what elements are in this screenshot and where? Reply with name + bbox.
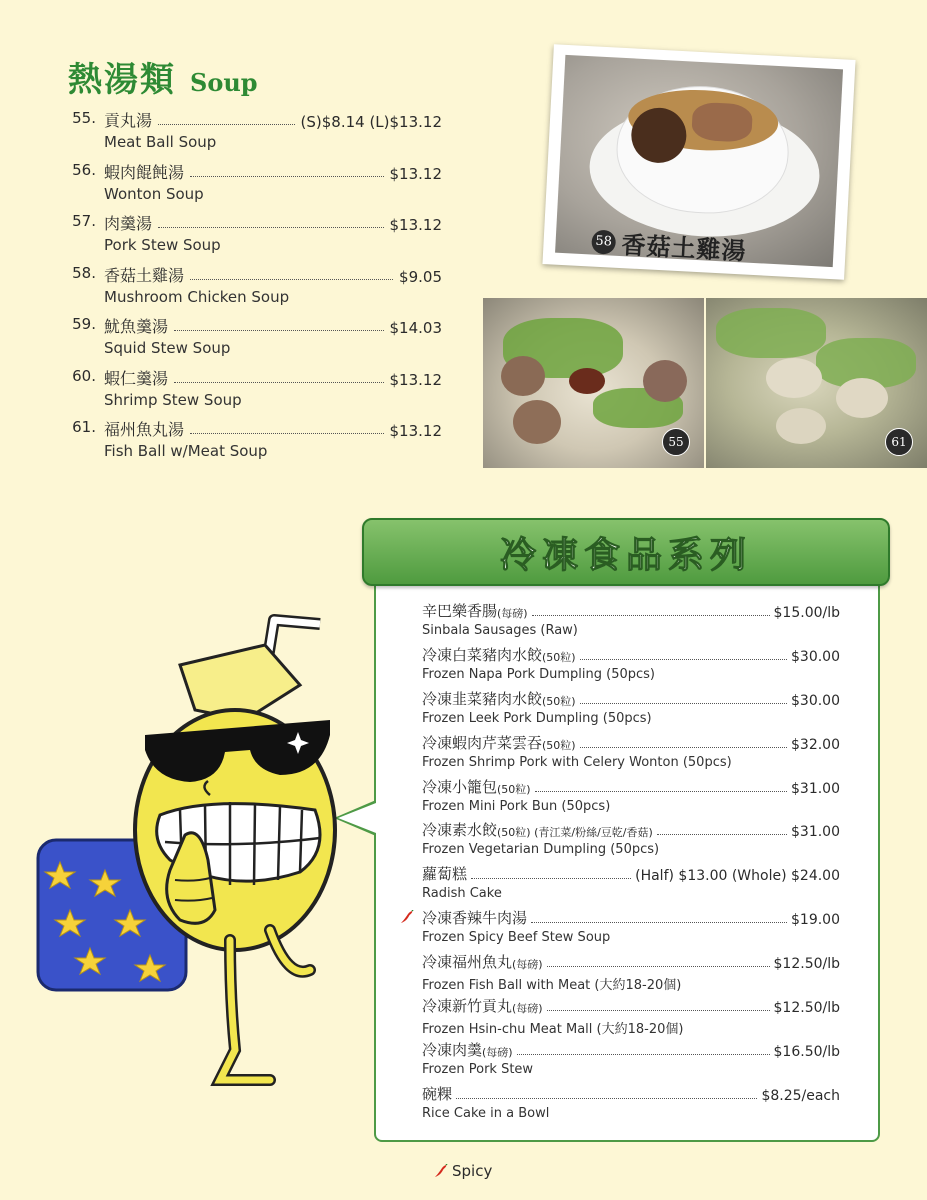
item-note: (50粒) (青江菜/粉絲/豆乾/香菇): [497, 826, 653, 840]
menu-item: [422, 1083, 840, 1127]
item-price: $19.00: [791, 912, 840, 929]
item-name-en: Frozen Fish Ball with Meat (大約18-20個): [422, 978, 682, 994]
fish-ball-soup-image: [706, 298, 927, 468]
menu-item: [422, 688, 840, 732]
menu-item: [422, 863, 840, 907]
item-note: (每磅): [497, 607, 528, 620]
item-name-zh: 碗粿: [422, 1084, 453, 1103]
item-name-zh: 香菇土雞湯: [104, 265, 185, 285]
item-price: $8.25/each: [761, 1087, 840, 1104]
item-price: $13.12: [389, 370, 442, 389]
item-name-en: Squid Stew Soup: [104, 339, 231, 357]
item-name-en: Frozen Napa Pork Dumpling (50pcs): [422, 666, 655, 682]
item-number: 57.: [72, 212, 96, 230]
item-price: $12.50/lb: [773, 1000, 840, 1017]
menu-item: [60, 160, 442, 212]
frozen-list: [422, 600, 840, 1127]
item-number-badge: 58: [591, 229, 616, 254]
item-name-zh: 辛巴樂香腸: [422, 602, 498, 620]
item-name-en: Frozen Mini Pork Bun (50pcs): [422, 798, 611, 814]
menu-item: [422, 995, 840, 1039]
item-name-zh: 冷凍福州魚丸: [422, 953, 513, 972]
soup-title-zh: 熱湯類: [68, 60, 176, 100]
item-name-en: Frozen Spicy Beef Stew Soup: [422, 930, 611, 946]
item-number: 55.: [72, 109, 96, 127]
menu-item: [422, 776, 840, 820]
item-name-zh: 蘿蔔糕: [422, 865, 468, 884]
item-name-en: Pork Stew Soup: [104, 236, 221, 254]
menu-item: [60, 417, 442, 469]
menu-item: [422, 951, 840, 995]
menu-item: [60, 314, 442, 366]
item-name-zh: 冷凍素水餃: [422, 821, 498, 840]
item-name-zh: 冷凍香辣牛肉湯: [422, 909, 528, 928]
item-note: (每磅): [482, 1045, 513, 1059]
frozen-section-banner: [362, 518, 890, 586]
item-name-en: Fish Ball w/Meat Soup: [104, 442, 268, 460]
item-name-en: Rice Cake in a Bowl: [422, 1105, 550, 1121]
item-name-en: Frozen Hsin-chu Meat Mall (大約18-20個): [422, 1022, 684, 1038]
item-name-zh: 魷魚羹湯: [104, 317, 169, 336]
item-note: (50粒): [497, 782, 531, 796]
item-name-en: Shrimp Stew Soup: [104, 390, 242, 409]
spicy-legend-label: Spicy: [452, 1162, 493, 1180]
item-note: (每磅): [512, 958, 543, 972]
item-name-zh: 蝦肉餛飩湯: [104, 162, 185, 182]
menu-item: [60, 211, 442, 263]
photo-caption-title: 香菇土雞湯: [620, 230, 748, 266]
menu-item: [422, 644, 840, 688]
item-name-en: Mushroom Chicken Soup: [104, 287, 290, 306]
item-price: $15.00/lb: [773, 605, 840, 621]
item-number: 60.: [72, 366, 96, 385]
item-name-zh: 冷凍小籠包: [422, 777, 498, 796]
item-price: $16.50/lb: [773, 1043, 840, 1060]
item-price: $13.12: [389, 216, 442, 234]
soup-section-heading: [68, 52, 258, 101]
menu-item: [422, 732, 840, 776]
item-price: $30.00: [791, 692, 840, 709]
item-price: $13.12: [389, 164, 442, 183]
item-note: (50粒): [542, 738, 576, 752]
item-price: (S)$8.14 (L)$13.12: [300, 113, 442, 131]
menu-item: [60, 108, 442, 160]
menu-item: [422, 1039, 840, 1083]
item-number: 61.: [72, 418, 96, 436]
item-number-badge: 55: [662, 428, 690, 456]
item-name-zh: 冷凍白菜豬肉水餃: [422, 645, 543, 664]
frozen-section-title: 冷凍食品系列: [499, 534, 752, 576]
spicy-legend: [434, 1162, 492, 1180]
menu-item: [422, 907, 840, 951]
chili-pepper-icon: [400, 910, 414, 924]
item-name-zh: 冷凍肉羹: [422, 1040, 483, 1059]
meat-ball-soup-image: [483, 298, 704, 468]
item-name-en: Radish Cake: [422, 886, 502, 902]
featured-soup-photo: [542, 44, 855, 280]
item-price: (Half) $13.00 (Whole) $24.00: [635, 868, 840, 885]
item-price: $30.00: [791, 648, 840, 665]
item-price: $9.05: [399, 267, 442, 286]
item-name-zh: 冷凍韭菜豬肉水餃: [422, 689, 543, 708]
item-price: $12.50/lb: [773, 956, 840, 973]
item-number: 59.: [72, 315, 96, 333]
item-price: $31.00: [791, 824, 840, 841]
item-name-en: Meat Ball Soup: [104, 133, 217, 151]
item-number: 56.: [72, 160, 96, 179]
item-name-en: Frozen Pork Stew: [422, 1061, 534, 1077]
item-name-zh: 蝦仁羹湯: [104, 368, 169, 388]
item-name-en: Frozen Shrimp Pork with Celery Wonton (50pcs): [422, 754, 732, 770]
menu-item: [422, 819, 840, 863]
item-name-zh: 冷凍蝦肉芹菜雲吞: [422, 733, 543, 752]
item-price: $14.03: [389, 319, 442, 337]
item-number: 58.: [72, 263, 96, 282]
item-number-badge: 61: [885, 428, 913, 456]
chili-pepper-icon: [434, 1164, 448, 1178]
menu-item: [60, 263, 442, 315]
item-price: $31.00: [791, 780, 840, 797]
item-price: $32.00: [791, 736, 840, 753]
menu-item: [422, 600, 840, 644]
item-price: $13.12: [389, 422, 442, 440]
item-name-zh: 貢丸湯: [104, 111, 153, 130]
menu-item: [60, 366, 442, 418]
item-note: (50粒): [542, 694, 576, 708]
mascot-illustration: [30, 610, 370, 1110]
item-name-en: Sinbala Sausages (Raw): [422, 623, 578, 638]
soup-list: [60, 108, 442, 469]
item-name-en: Wonton Soup: [104, 184, 204, 203]
item-name-zh: 肉羹湯: [104, 214, 153, 233]
soup-title-en: Soup: [190, 68, 258, 97]
item-name-zh: 冷凍新竹貢丸: [422, 997, 513, 1016]
item-note: (50粒): [542, 650, 576, 664]
photo-caption: [591, 224, 748, 267]
item-name-en: Frozen Vegetarian Dumpling (50pcs): [422, 842, 660, 858]
item-name-zh: 福州魚丸湯: [104, 420, 185, 439]
item-note: (每磅): [512, 1002, 543, 1016]
item-name-en: Frozen Leek Pork Dumpling (50pcs): [422, 710, 652, 726]
